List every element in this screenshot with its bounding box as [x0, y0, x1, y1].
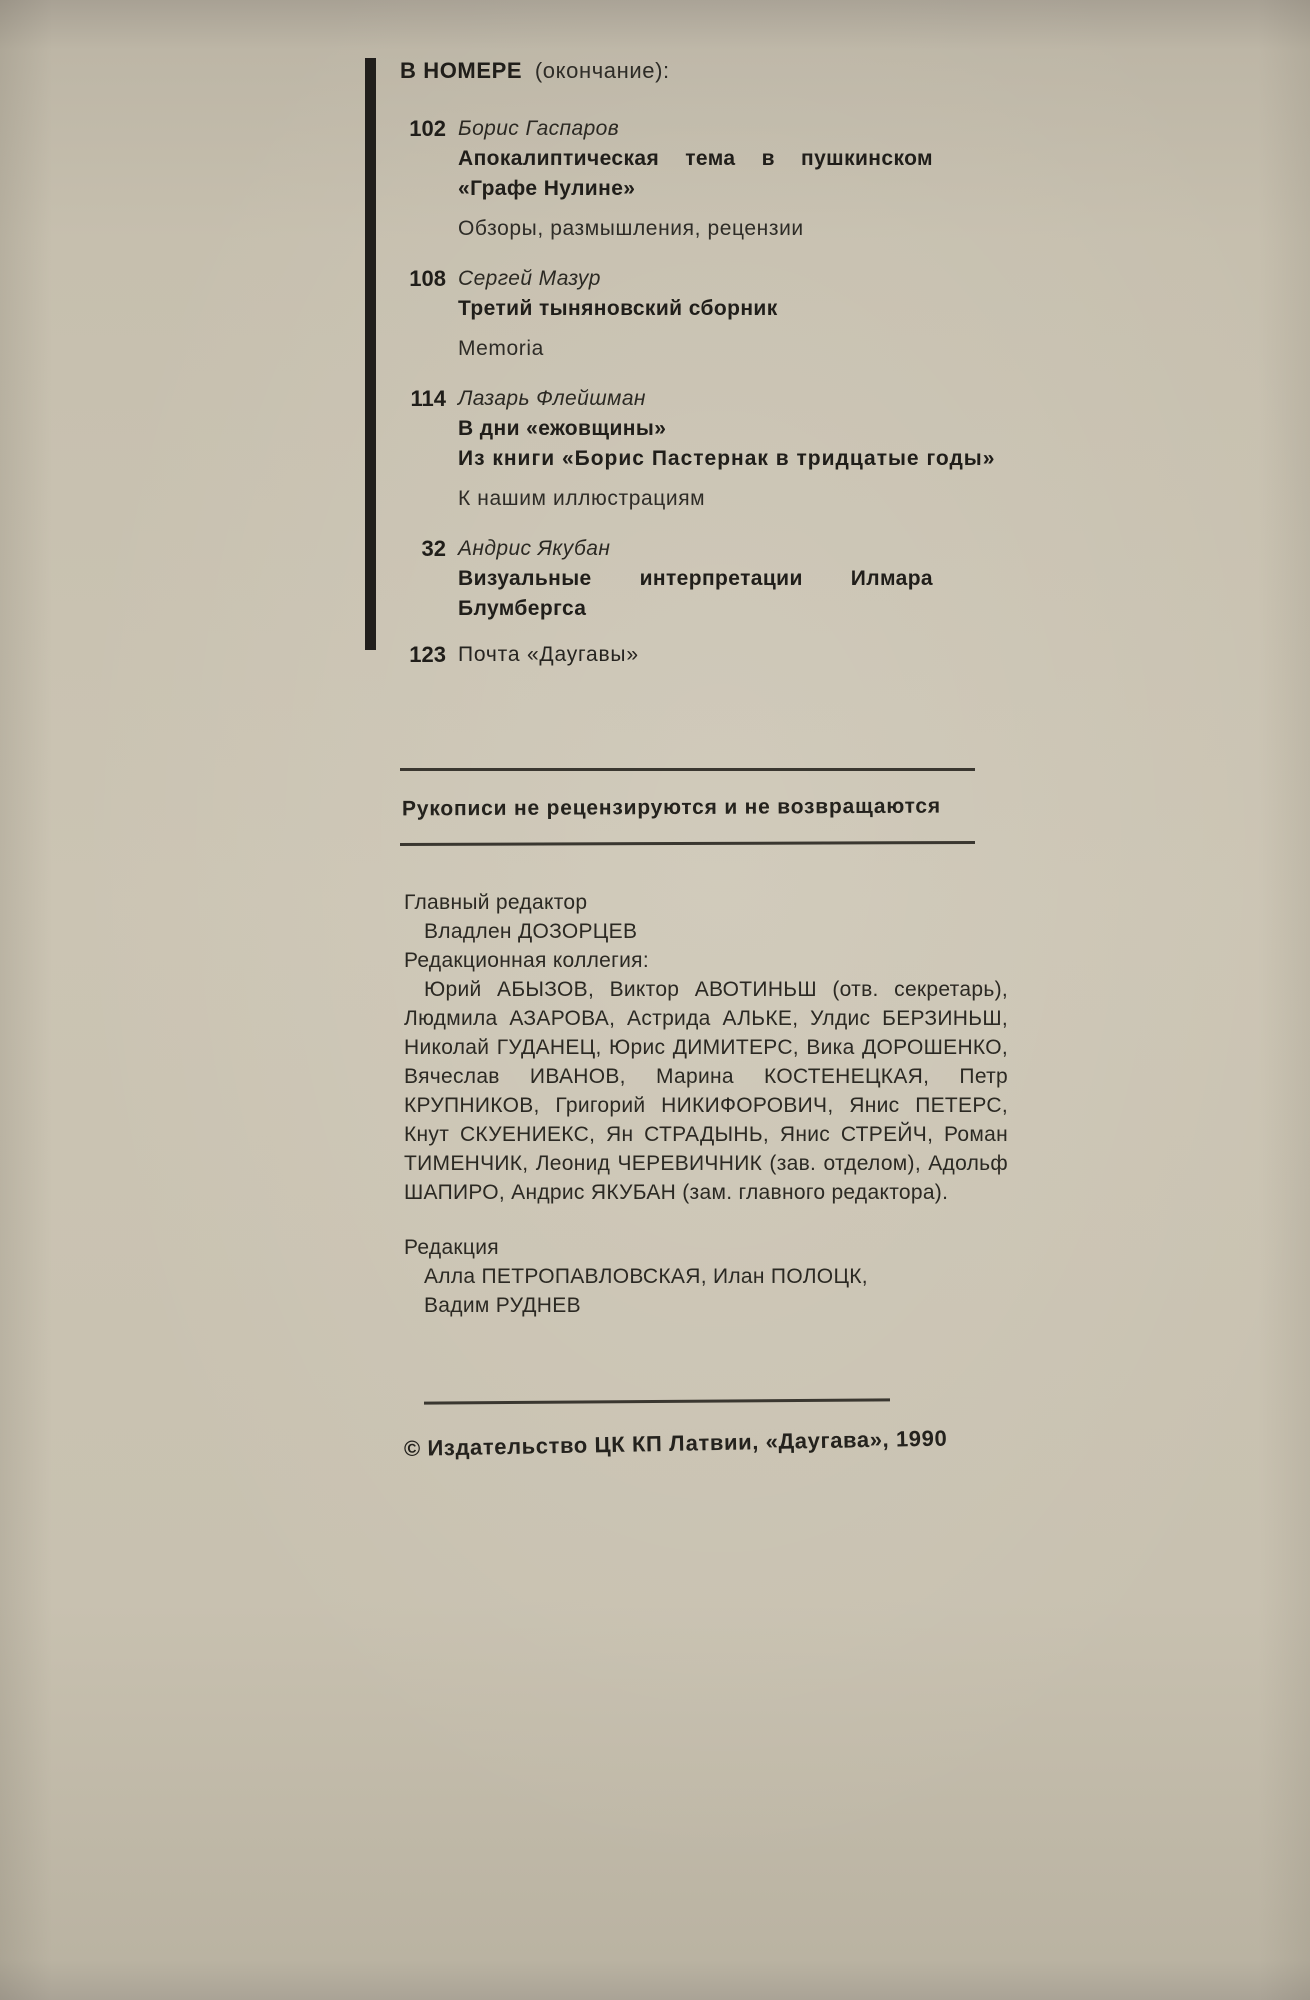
chief-editor-name: Владлен ДОЗОРЦЕВ [424, 920, 638, 943]
editorial-board-label: Редакционная коллегия: [404, 949, 649, 972]
manuscripts-notice: Рукописи не рецензируются и не возвращаются [401, 794, 941, 821]
toc-entry-text [458, 384, 996, 474]
chief-editor-label: Главный редактор [404, 891, 588, 914]
toc-entry-page-number: 108 [409, 266, 446, 291]
toc-entry [400, 264, 975, 324]
toc-entry-author: Андрис Якубан [458, 537, 611, 560]
toc-entry-title: Третий тыняновский сборник [458, 297, 778, 320]
toc-header-note: (окончание): [534, 58, 670, 83]
toc-entry-text [458, 264, 933, 324]
toc-section-heading: Обзоры, размышления, рецензии [458, 217, 804, 240]
toc-entry [400, 640, 975, 670]
toc-entry-page-number: 114 [410, 386, 446, 411]
toc-section-heading: Memoria [458, 337, 544, 360]
toc-entry-text [458, 640, 933, 670]
redaction-names-line2: Вадим РУДНЕВ [424, 1294, 581, 1317]
toc-entry-page-number: 102 [409, 116, 446, 141]
horizontal-rule [400, 841, 975, 846]
toc-entry-author: Лазарь Флейшман [458, 387, 646, 410]
toc-entry-subtitle: Из книги «Борис Пастернак в тридцатые годы» [458, 447, 996, 470]
copyright-line: © Издательство ЦК КП Латвии, «Даугава», 1990 [403, 1425, 948, 1461]
redaction-block [404, 1233, 1008, 1320]
redaction-names-line1: Алла ПЕТРОПАВЛОВСКАЯ, Илан ПОЛОЦК, [424, 1265, 868, 1288]
toc-entry [400, 384, 996, 474]
toc-entry-page-number: 32 [421, 536, 446, 561]
toc-entry [400, 114, 975, 204]
horizontal-rule [400, 768, 975, 771]
editorial-board-members: Юрий АБЫЗОВ, Виктор АВОТИНЬШ (отв. секретарь), Людмила АЗАРОВА, Астрида АЛЬКЕ, Улдис БЕРЗИНЬШ, Николай ГУДАНЕЦ, Юрис ДИМИТЕРС, Вика ДОРОШЕНКО, Вячеслав ИВАНОВ, Марина КОСТЕНЕЦКАЯ, Петр КРУПНИКОВ, Григорий НИКИФОРОВИЧ, Янис ПЕТЕРС, Кнут СКУЕНИЕКС, Ян СТРАДЫНЬ, Янис СТРЕЙЧ, Роман ТИМЕНЧИК, Леонид ЧЕРЕВИЧНИК (зав. отделом), Адольф ШАПИРО, Андрис ЯКУБАН (зам. главного редактора). [404, 978, 1008, 1204]
toc-entry-title: Апокалиптическая тема в пушкинском «Графе Нулине» [458, 147, 933, 200]
toc-entry-title: Визуальные интерпретации Илмара Блумбергса [458, 567, 933, 620]
toc-section-heading: К нашим иллюстрациям [458, 487, 706, 510]
toc-entry-title: В дни «ежовщины» [458, 417, 667, 440]
editorial-block [404, 888, 1008, 1320]
toc-header-title: В НОМЕРЕ [400, 58, 523, 83]
toc-header [400, 56, 975, 86]
toc-entry-author: Борис Гаспаров [458, 117, 620, 140]
toc-entry-author: Сергей Мазур [458, 267, 601, 290]
redaction-label: Редакция [404, 1236, 499, 1259]
toc-entry-text [458, 114, 933, 204]
horizontal-rule [424, 1398, 890, 1404]
toc-vertical-bar [365, 58, 376, 650]
table-of-contents [400, 56, 996, 670]
toc-entry-title: Почта «Даугавы» [458, 643, 639, 666]
toc-entry-page-number: 123 [409, 642, 446, 667]
toc-entry-text [458, 534, 933, 624]
toc-entry [400, 534, 975, 624]
